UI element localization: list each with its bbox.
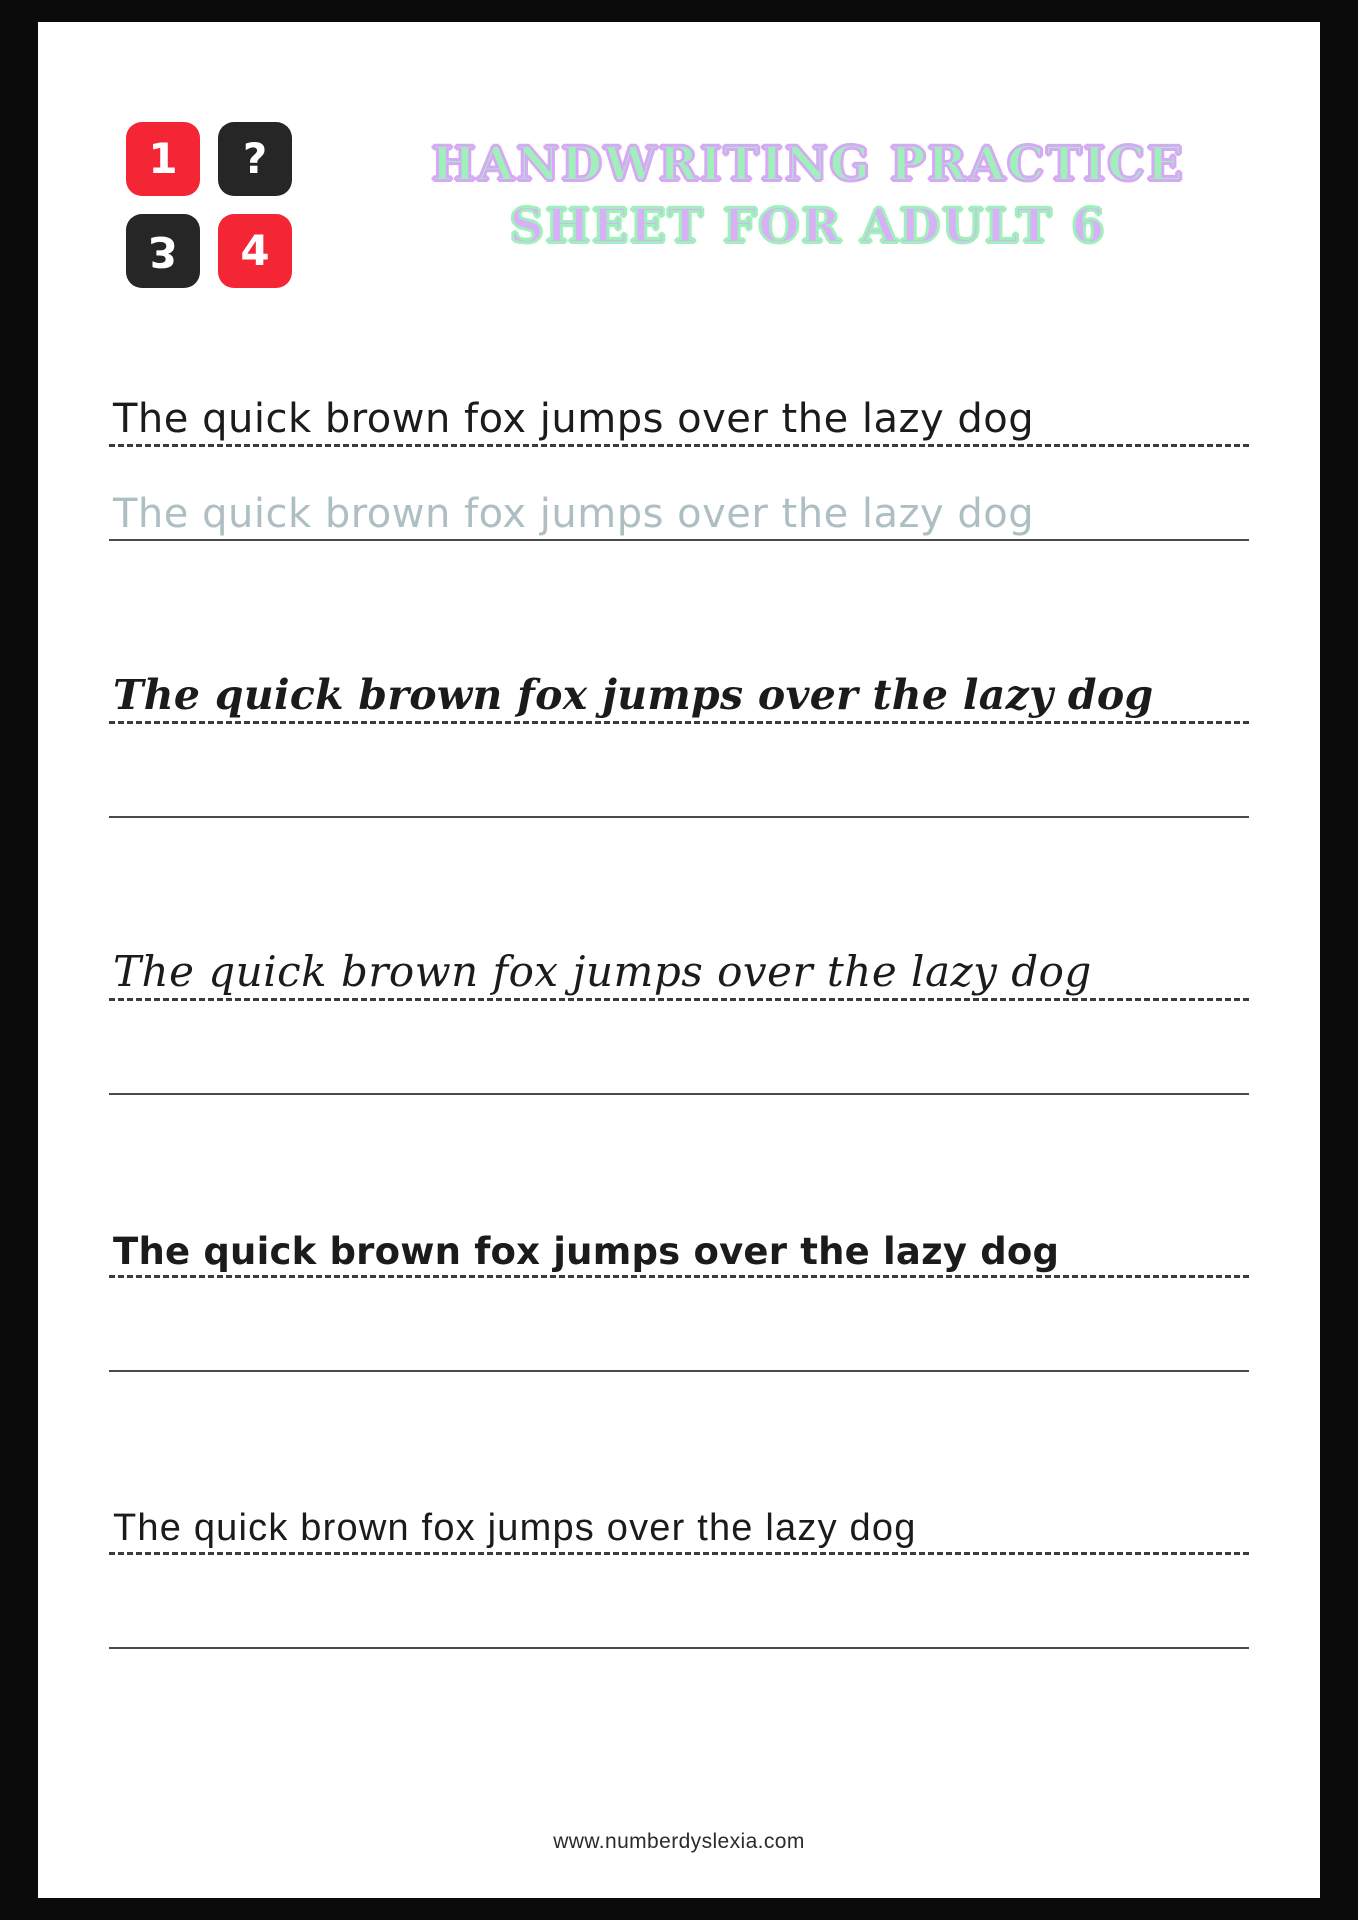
worksheet-header <box>38 22 1320 352</box>
page-title-line-2: SHEET FOR ADULT 6 <box>509 199 1107 255</box>
page-title-line-1: HANDWRITING PRACTICE <box>431 137 1185 192</box>
block-gap <box>38 541 1320 629</box>
solid-guideline <box>109 1093 1249 1095</box>
page-title <box>338 134 1278 258</box>
practice-block <box>109 1460 1249 1649</box>
sample-row <box>109 352 1249 444</box>
practice-block <box>109 352 1249 541</box>
solid-guideline <box>109 1647 1249 1649</box>
trace-row[interactable] <box>109 1278 1249 1370</box>
practice-block <box>109 906 1249 1095</box>
solid-guideline <box>109 816 1249 818</box>
sample-text: The quick brown fox jumps over the lazy dog <box>113 1230 1060 1273</box>
logo-tile-3: 3 <box>126 214 200 288</box>
trace-row[interactable] <box>109 1001 1249 1093</box>
practice-area <box>38 352 1320 1649</box>
practice-block <box>109 629 1249 818</box>
solid-guideline <box>109 1370 1249 1372</box>
logo-tile-1: 1 <box>126 122 200 196</box>
trace-row[interactable] <box>109 1555 1249 1647</box>
sample-text: The quick brown fox jumps over the lazy dog <box>113 396 1035 442</box>
sample-text: The quick brown fox jumps over the lazy dog <box>113 947 1092 996</box>
solid-guideline <box>109 539 1249 541</box>
trace-text: The quick brown fox jumps over the lazy dog <box>113 491 1035 537</box>
footer-url[interactable]: www.numberdyslexia.com <box>553 1830 805 1853</box>
sample-row <box>109 906 1249 998</box>
block-gap <box>38 818 1320 906</box>
brand-logo <box>126 122 298 294</box>
sample-row <box>109 629 1249 721</box>
sample-row <box>109 1460 1249 1552</box>
logo-tile-4: 4 <box>218 214 292 288</box>
sample-text: The quick brown fox jumps over the lazy dog <box>113 1507 917 1549</box>
trace-row[interactable] <box>109 724 1249 816</box>
practice-block <box>109 1183 1249 1372</box>
worksheet-sheet <box>38 22 1320 1898</box>
block-gap <box>38 1372 1320 1460</box>
block-gap <box>38 1095 1320 1183</box>
logo-tile-question: ? <box>218 122 292 196</box>
sample-text: The quick brown fox jumps over the lazy dog <box>113 671 1154 719</box>
trace-row[interactable] <box>109 447 1249 539</box>
sample-row <box>109 1183 1249 1275</box>
